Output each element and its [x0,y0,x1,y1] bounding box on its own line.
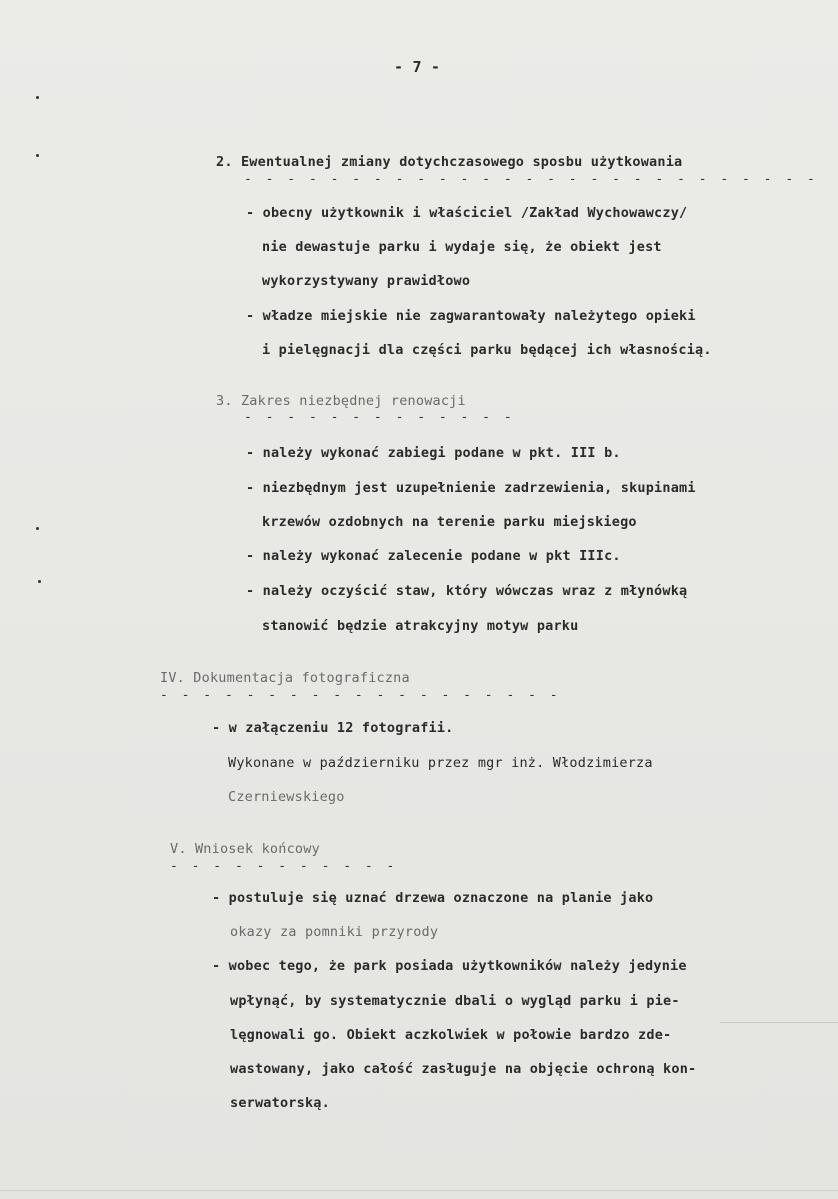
scan-crease [720,1022,838,1023]
section-3-line: stanowić będzie atrakcyjny motyw parku [262,618,579,634]
section-3-line: - niezbędnym jest uzupełnienie zadrzewienia, skupinami [246,480,696,496]
section-4-line: - w załączeniu 12 fotografii. [212,720,454,736]
section-5-line: wastowany, jako całość zasługuje na objęcie ochroną kon- [230,1061,697,1077]
section-5-line: okazy za pomniki przyrody [230,924,439,940]
section-5-underline: - - - - - - - - - - - [170,859,398,874]
section-5-line: - postuluje się uznać drzewa oznaczone na planie jako [212,890,654,906]
margin-dot [36,527,39,530]
section-2-line: - obecny użytkownik i właściciel /Zakład Wychowawczy/ [246,205,688,221]
section-4-line: Wykonane w październiku przez mgr inż. Włodzimierza [228,755,653,771]
section-3-heading: 3. Zakres niezbędnej renowacji [216,393,466,409]
page-number: - 7 - [394,58,441,76]
section-3-line: - należy wykonać zalecenie podane w pkt IIIc. [246,548,621,564]
section-4-heading: IV. Dokumentacja fotograficzna [160,670,410,686]
section-2-line: i pielęgnacji dla części parku będącej ich własnością. [262,342,712,358]
margin-dot [38,580,41,583]
section-2-underline: - - - - - - - - - - - - - - - - - - - - - - - - - - - [244,172,818,187]
margin-dot [36,154,39,157]
section-5-line: wpłynąć, by systematycznie dbali o wygląd parku i pie- [230,993,680,1009]
section-3-line: - należy wykonać zabiegi podane w pkt. III b. [246,445,621,461]
section-5-heading: V. Wniosek końcowy [170,841,320,857]
section-3-underline: - - - - - - - - - - - - - [244,410,515,425]
section-2-line: - władze miejskie nie zagwarantowały należytego opieki [246,308,696,324]
section-2-heading: 2. Ewentualnej zmiany dotychczasowego sposbu użytkowania [216,154,683,170]
section-4-line: Czerniewskiego [228,789,345,805]
section-3-line: - należy oczyścić staw, który wówczas wraz z młynówką [246,583,688,599]
section-2-line: wykorzystywany prawidłowo [262,273,471,289]
section-5-line: lęgnowali go. Obiekt aczkolwiek w połowie bardzo zde- [230,1027,672,1043]
section-3-line: krzewów ozdobnych na terenie parku miejskiego [262,514,637,530]
section-5-line: - wobec tego, że park posiada użytkowników należy jedynie [212,958,687,974]
margin-dot [36,96,39,99]
section-5-line: serwatorską. [230,1095,330,1111]
section-4-underline: - - - - - - - - - - - - - - - - - - - [160,688,561,703]
section-2-line: nie dewastuje parku i wydaje się, że obiekt jest [262,239,662,255]
page-bottom-edge [0,1190,838,1191]
